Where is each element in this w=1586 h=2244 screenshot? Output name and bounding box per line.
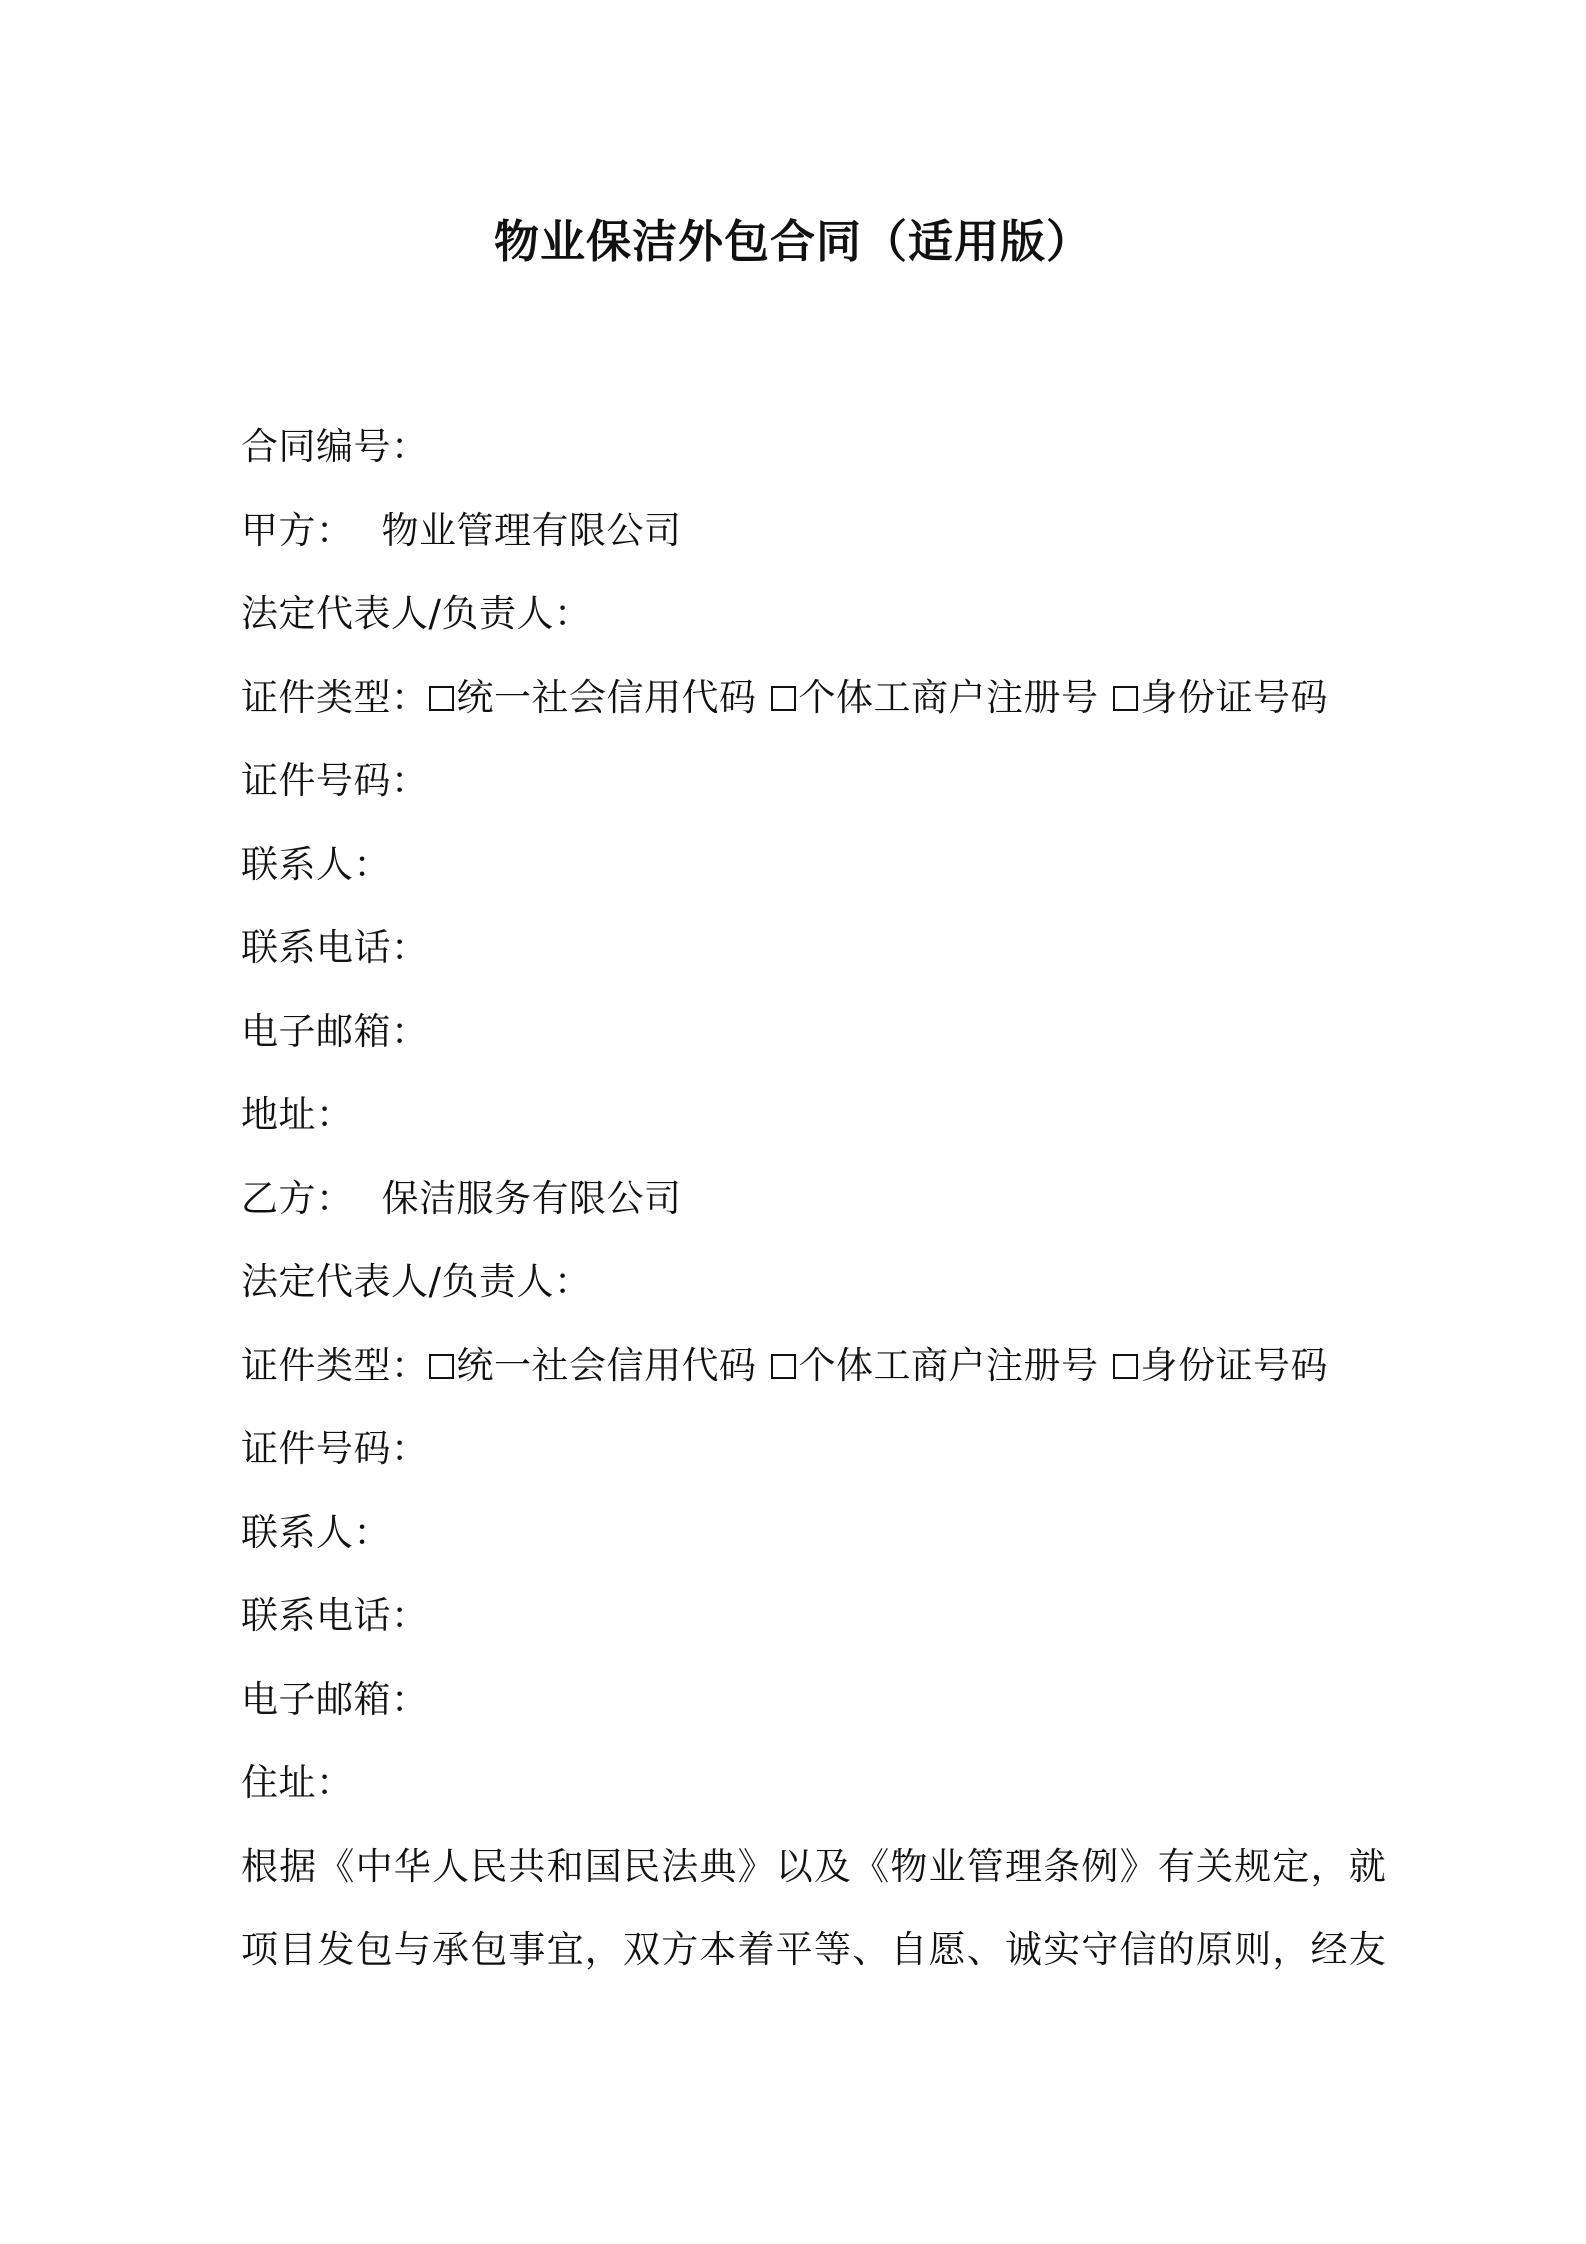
preamble-line-1: 根据《中华人民共和国民法典》以及《物业管理条例》有关规定，就 — [241, 1844, 1387, 1888]
checkbox-id-card[interactable] — [1113, 686, 1138, 711]
party-a-rep-label: 法定代表人/负责人： — [241, 592, 592, 635]
party-b-label: 乙方： — [241, 1176, 354, 1220]
party-b-email-label: 电子邮箱： — [241, 1677, 429, 1721]
option-credit-code: 统一社会信用代码 — [456, 675, 757, 719]
party-a-rep-line — [241, 572, 1351, 656]
checkbox-business-reg[interactable] — [771, 1354, 796, 1379]
checkbox-credit-code[interactable] — [429, 686, 454, 711]
party-a-id-type-label: 证件类型： — [241, 675, 429, 719]
party-b-id-type-label: 证件类型： — [241, 1343, 429, 1387]
party-a-address-line — [241, 1073, 1351, 1157]
party-a-label: 甲方： — [241, 508, 354, 552]
party-b-contact-line — [241, 1491, 1351, 1575]
checkbox-credit-code[interactable] — [429, 1354, 454, 1379]
party-b-name: 保洁服务有限公司 — [381, 1176, 682, 1220]
party-a-id-type-line — [241, 656, 1351, 740]
preamble-line-2: 项目发包与承包事宜，双方本着平等、自愿、诚实守信的原则，经友 — [241, 1928, 1387, 1971]
party-b-address-line — [241, 1741, 1351, 1825]
party-b-id-no-line — [241, 1407, 1351, 1491]
party-b-contact-label: 联系人： — [241, 1510, 391, 1554]
party-b-rep-label: 法定代表人/负责人： — [241, 1260, 592, 1303]
option-id-card: 身份证号码 — [1140, 1343, 1328, 1387]
option-id-card: 身份证号码 — [1140, 675, 1328, 719]
option-business-reg: 个体工商户注册号 — [798, 675, 1099, 719]
party-b-id-no-label: 证件号码： — [241, 1427, 429, 1470]
party-a-email-label: 电子邮箱： — [241, 1009, 429, 1053]
party-a-phone-line — [241, 906, 1351, 990]
party-a-phone-label: 联系电话： — [241, 926, 429, 969]
contract-number-line — [241, 405, 1351, 489]
document-title: 物业保洁外包合同（适用版） — [493, 215, 1092, 268]
party-b-email-line — [241, 1658, 1351, 1742]
party-a-email-line — [241, 990, 1351, 1074]
party-b-line — [241, 1157, 1351, 1241]
option-credit-code: 统一社会信用代码 — [456, 1343, 757, 1387]
party-a-id-no-label: 证件号码： — [241, 759, 429, 802]
party-b-rep-line — [241, 1240, 1351, 1324]
party-a-contact-label: 联系人： — [241, 842, 391, 886]
party-b-phone-label: 联系电话： — [241, 1594, 429, 1637]
party-b-id-type-line — [241, 1324, 1351, 1408]
party-a-address-label: 地址： — [241, 1093, 354, 1136]
checkbox-business-reg[interactable] — [771, 686, 796, 711]
party-a-name: 物业管理有限公司 — [381, 508, 682, 552]
option-business-reg: 个体工商户注册号 — [798, 1343, 1099, 1387]
party-b-phone-line — [241, 1574, 1351, 1658]
party-b-address-label: 住址： — [241, 1761, 354, 1804]
party-a-contact-line — [241, 823, 1351, 907]
document-body — [241, 405, 1387, 1992]
party-a-id-no-line — [241, 739, 1351, 823]
party-a-line — [241, 489, 1351, 573]
checkbox-id-card[interactable] — [1113, 1354, 1138, 1379]
contract-number-label: 合同编号： — [241, 425, 429, 468]
